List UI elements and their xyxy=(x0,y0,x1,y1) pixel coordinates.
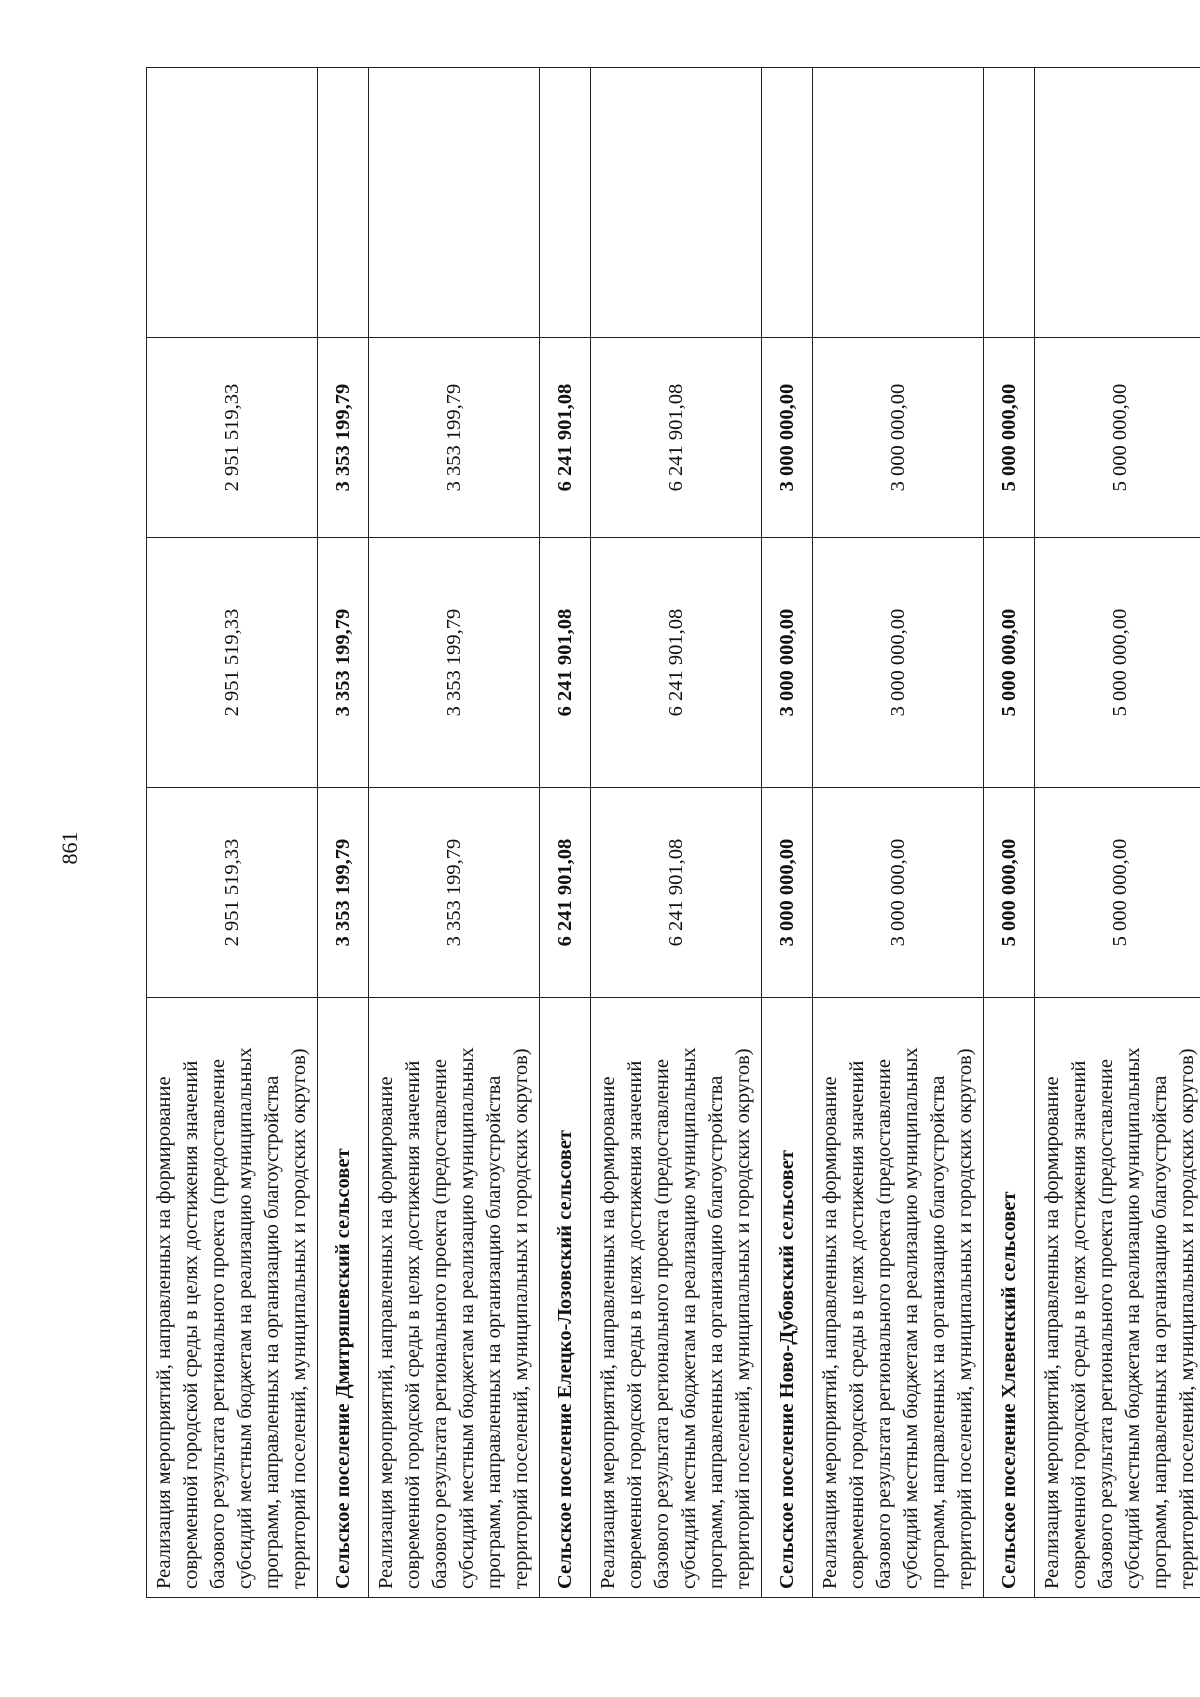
empty-cell xyxy=(813,68,984,338)
value-col-1: 2 951 519,33 xyxy=(147,788,318,998)
table-row xyxy=(369,68,540,1598)
value-col-1: 6 241 901,08 xyxy=(591,788,762,998)
value-col-1: 6 241 901,08 xyxy=(540,788,591,998)
value-col-2: 3 000 000,00 xyxy=(762,538,813,788)
settlement-name: Сельское поселение Ново-Дубовский сельсовет xyxy=(762,998,813,1598)
settlement-header-row xyxy=(540,68,591,1598)
table-row xyxy=(591,68,762,1598)
empty-cell xyxy=(369,68,540,338)
table-row xyxy=(813,68,984,1598)
settlement-header-row xyxy=(318,68,369,1598)
value-col-3: 6 241 901,08 xyxy=(591,338,762,538)
row-description: Реализация мероприятий, направленных на формирование современной городской среды в целях достижения значений базового результата регионального проекта (предоставление субсидий местным бюджетам на реализацию муниципальных программ, направленных на организацию благоустройства территорий поселений, муниципальных и городских округов) xyxy=(591,998,762,1598)
empty-cell xyxy=(984,68,1035,338)
value-col-1: 3 000 000,00 xyxy=(813,788,984,998)
settlement-name: Сельское поселение Дмитряшевский сельсовет xyxy=(318,998,369,1598)
empty-cell xyxy=(147,68,318,338)
value-col-2: 5 000 000,00 xyxy=(984,538,1035,788)
row-description: Реализация мероприятий, направленных на формирование современной городской среды в целях достижения значений базового результата регионального проекта (предоставление субсидий местным бюджетам на реализацию муниципальных программ, направленных на организацию благоустройства территорий поселений, муниципальных и городских округов) xyxy=(1035,998,1200,1598)
rotated-table-wrapper xyxy=(146,68,1198,1598)
value-col-1: 3 000 000,00 xyxy=(762,788,813,998)
value-col-3: 5 000 000,00 xyxy=(1035,338,1200,538)
row-description: Реализация мероприятий, направленных на формирование современной городской среды в целях достижения значений базового результата регионального проекта (предоставление субсидий местным бюджетам на реализацию муниципальных программ, направленных на организацию благоустройства территорий поселений, муниципальных и городских округов) xyxy=(813,998,984,1598)
value-col-3: 2 951 519,33 xyxy=(147,338,318,538)
table-row xyxy=(1035,68,1200,1598)
value-col-3: 3 353 199,79 xyxy=(318,338,369,538)
page-number: 861 xyxy=(57,831,82,865)
value-col-2: 3 353 199,79 xyxy=(369,538,540,788)
value-col-1: 5 000 000,00 xyxy=(984,788,1035,998)
row-description: Реализация мероприятий, направленных на формирование современной городской среды в целях достижения значений базового результата регионального проекта (предоставление субсидий местным бюджетам на реализацию муниципальных программ, направленных на организацию благоустройства территорий поселений, муниципальных и городских округов) xyxy=(147,998,318,1598)
table-row xyxy=(147,68,318,1598)
value-col-3: 5 000 000,00 xyxy=(984,338,1035,538)
value-col-2: 2 951 519,33 xyxy=(147,538,318,788)
empty-cell xyxy=(762,68,813,338)
value-col-2: 6 241 901,08 xyxy=(591,538,762,788)
value-col-1: 5 000 000,00 xyxy=(1035,788,1200,998)
value-col-2: 3 000 000,00 xyxy=(813,538,984,788)
value-col-2: 5 000 000,00 xyxy=(1035,538,1200,788)
value-col-3: 3 353 199,79 xyxy=(369,338,540,538)
settlement-name: Сельское поселение Елецко-Лозовский сельсовет xyxy=(540,998,591,1598)
value-col-3: 3 000 000,00 xyxy=(762,338,813,538)
value-col-2: 3 353 199,79 xyxy=(318,538,369,788)
settlement-header-row xyxy=(984,68,1035,1598)
empty-cell xyxy=(540,68,591,338)
empty-cell xyxy=(1035,68,1200,338)
value-col-2: 6 241 901,08 xyxy=(540,538,591,788)
settlement-name: Сельское поселение Хлевенский сельсовет xyxy=(984,998,1035,1598)
row-description: Реализация мероприятий, направленных на формирование современной городской среды в целях достижения значений базового результата регионального проекта (предоставление субсидий местным бюджетам на реализацию муниципальных программ, направленных на организацию благоустройства территорий поселений, муниципальных и городских округов) xyxy=(369,998,540,1598)
value-col-1: 3 353 199,79 xyxy=(318,788,369,998)
value-col-1: 3 353 199,79 xyxy=(369,788,540,998)
value-col-3: 6 241 901,08 xyxy=(540,338,591,538)
empty-cell xyxy=(591,68,762,338)
value-col-3: 3 000 000,00 xyxy=(813,338,984,538)
settlement-header-row xyxy=(762,68,813,1598)
budget-table xyxy=(146,67,1200,1598)
empty-cell xyxy=(318,68,369,338)
